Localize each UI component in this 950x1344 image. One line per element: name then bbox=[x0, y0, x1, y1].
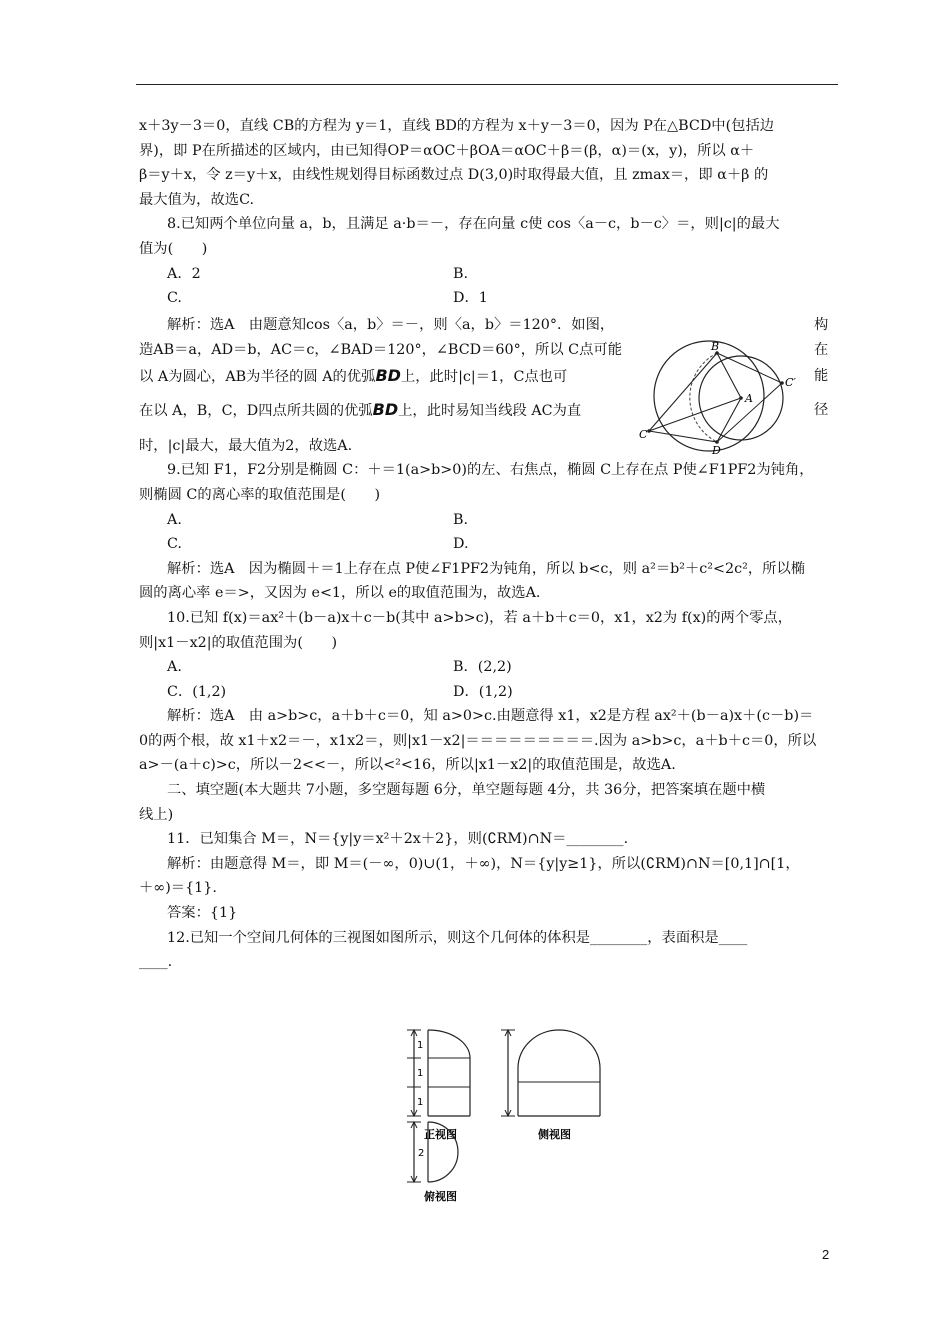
solution-line: 解析：选A 由 a>b>c，a＋b＋c＝0，知 a>0>c.由题意得 x1，x2是方程 ax²＋(b－a)x＋(c－b)＝ bbox=[167, 708, 814, 725]
solution-line: 0的两个根，故 x1＋x2＝－，x1x2＝，则|x1－x2|＝＝＝＝＝＝＝＝＝.因为 a>b>c，a＋b＋c＝0，所以 bbox=[139, 732, 817, 749]
text-line: 最大值为，故选C. bbox=[139, 191, 255, 208]
option-c: C. bbox=[167, 290, 182, 307]
option-c: C. bbox=[167, 536, 182, 553]
solution-line: a>－(a＋c)>c，所以－2<<－，所以<²<16，所以|x1－x2|的取值范围是，故选A. bbox=[139, 757, 676, 774]
top-view-label: 俯视图 bbox=[424, 1190, 457, 1203]
text-run: 上，此时易知当线段 AC为直 bbox=[398, 402, 582, 419]
options-row bbox=[139, 508, 836, 533]
dim-label: 1 bbox=[417, 1097, 424, 1108]
label-b: B bbox=[711, 340, 720, 353]
options-row bbox=[139, 532, 836, 557]
page-number: 2 bbox=[822, 1247, 830, 1262]
question-12-cont: ____. bbox=[139, 954, 173, 971]
label-d: D bbox=[712, 444, 721, 454]
solution-line-right: 构 bbox=[814, 316, 829, 333]
side-view bbox=[501, 1030, 600, 1141]
page-content bbox=[139, 114, 836, 975]
option-b: B．(2,2) bbox=[453, 659, 512, 676]
circles-figure bbox=[637, 338, 807, 454]
label-c-prime: C′ bbox=[785, 376, 796, 389]
text-run: 上，此时|c|＝1，C点也可 bbox=[400, 368, 568, 385]
question-12: 12.已知一个空间几何体的三视图如图所示，则这个几何体的体积是________，表面积是____ bbox=[167, 929, 748, 946]
question-8-cont: 值为( ) bbox=[139, 240, 208, 257]
option-d: D．1 bbox=[453, 290, 488, 307]
text-run: 在以 A，B，C，D四点所共圆的优弧 bbox=[139, 402, 373, 419]
point-a bbox=[739, 396, 743, 400]
solution-line: ＋∞)＝{1}. bbox=[139, 880, 217, 897]
arc-bd-symbol: BD bbox=[375, 365, 401, 385]
dim-label: 2 bbox=[418, 1148, 425, 1159]
question-9: 9.已知 F1，F2分别是椭圆 C：＋＝1(a>b>0)的左、右焦点，椭圆 C上存在点 P使∠F1PF2为钝角， bbox=[167, 462, 814, 479]
header-rule bbox=[136, 84, 838, 85]
side-view-label: 侧视图 bbox=[538, 1128, 571, 1141]
section-heading: 二、填空题(本大题共 7小题，多空题每题 6分，单空题每题 4分，共 36分，把答案填在题中横 bbox=[167, 782, 766, 799]
front-view-label: 正视图 bbox=[424, 1128, 457, 1141]
arc-bd-symbol: BD bbox=[372, 399, 399, 419]
section-heading-cont: 线上) bbox=[139, 806, 174, 823]
option-b: B. bbox=[453, 511, 469, 528]
option-d: D. bbox=[453, 536, 469, 553]
question-10-cont: 则|x1－x2|的取值范围为( ) bbox=[139, 634, 338, 651]
answer-line: 答案：{1} bbox=[167, 905, 238, 922]
options-row bbox=[139, 655, 836, 680]
point-c bbox=[647, 429, 651, 433]
solution-line bbox=[139, 398, 581, 424]
solution-line-right: 能 bbox=[814, 367, 829, 384]
dim-label: 1 bbox=[417, 1068, 424, 1079]
options-row bbox=[139, 286, 836, 311]
three-views-figure bbox=[400, 1024, 640, 1204]
options-row bbox=[139, 680, 836, 705]
options-row bbox=[139, 262, 836, 287]
solution-line: 圆的离心率 e＝>，又因为 e<1，所以 e的取值范围为，故选A. bbox=[139, 585, 541, 602]
text-line: 界)，即 P在所描述的区域内，由已知得OP＝αOC＋βOA＝αOC＋β＝(β，α)＝(x，y)，所以 α＋ bbox=[139, 142, 755, 159]
dim-label: 1 bbox=[417, 1040, 424, 1051]
option-a: A. bbox=[167, 659, 182, 676]
label-a: A bbox=[745, 392, 753, 405]
text-line: β＝y＋x，令 z＝y＋x，由线性规划得目标函数过点 D(3,0)时取得最大值，且 zmax＝，即 α＋β 的 bbox=[139, 167, 769, 184]
label-c: C bbox=[639, 428, 648, 441]
solution-line: 解析：选A 由题意知cos〈a，b〉＝－，则〈a，b〉＝120°．如图， bbox=[167, 316, 615, 333]
question-9-cont: 则椭圆 C的离心率的取值范围是( ) bbox=[139, 486, 381, 503]
option-c: C．(1,2) bbox=[167, 683, 227, 700]
solution-line: 解析：选A 因为椭圆＋＝1上存在点 P使∠F1PF2为钝角，所以 b<c，则 a²＝b²＋c²<2c²，所以椭 bbox=[167, 560, 806, 577]
text-run: 以 A为圆心，AB为半径的圆 A的优弧 bbox=[139, 368, 376, 385]
solution-line-right: 径 bbox=[814, 401, 829, 418]
option-b: B. bbox=[453, 265, 469, 282]
solution-line: 时，|c|最大，最大值为2，故选A. bbox=[139, 437, 353, 454]
option-a: A. bbox=[167, 511, 182, 528]
question-10: 10.已知 f(x)＝ax²＋(b－a)x＋c－b(其中 a>b>c)，若 a＋b＋c＝0，x1，x2为 f(x)的两个零点， bbox=[167, 609, 793, 626]
solution-line-right: 在 bbox=[814, 341, 829, 358]
text-line: x＋3y－3＝0，直线 CB的方程为 y＝1，直线 BD的方程为 x＋y－3＝0，因为 P在△BCD中(包括边 bbox=[139, 118, 775, 134]
solution-line: 造AB＝a，AD＝b，AC＝c，∠BAD＝120°，∠BCD＝60°，所以 C点可能 bbox=[139, 341, 622, 358]
question-8: 8.已知两个单位向量 a，b，且满足 a·b＝－，存在向量 c使 cos〈a－c，b－c〉＝，则|c|的最大 bbox=[167, 216, 780, 233]
solution-line: 解析：由题意得 M＝，即 M＝(－∞，0)∪(1，＋∞)，N＝{y|y≥1}，所以(∁RM)∩N＝[0,1]∩[1， bbox=[167, 855, 800, 872]
option-d: D．(1,2) bbox=[453, 683, 513, 700]
option-a: A．2 bbox=[167, 265, 201, 282]
question-11: 11．已知集合 M＝，N＝{y|y＝x²＋2x＋2}，则(∁RM)∩N＝________. bbox=[167, 831, 629, 848]
solution-line bbox=[139, 364, 567, 390]
point-c-prime bbox=[780, 381, 784, 385]
